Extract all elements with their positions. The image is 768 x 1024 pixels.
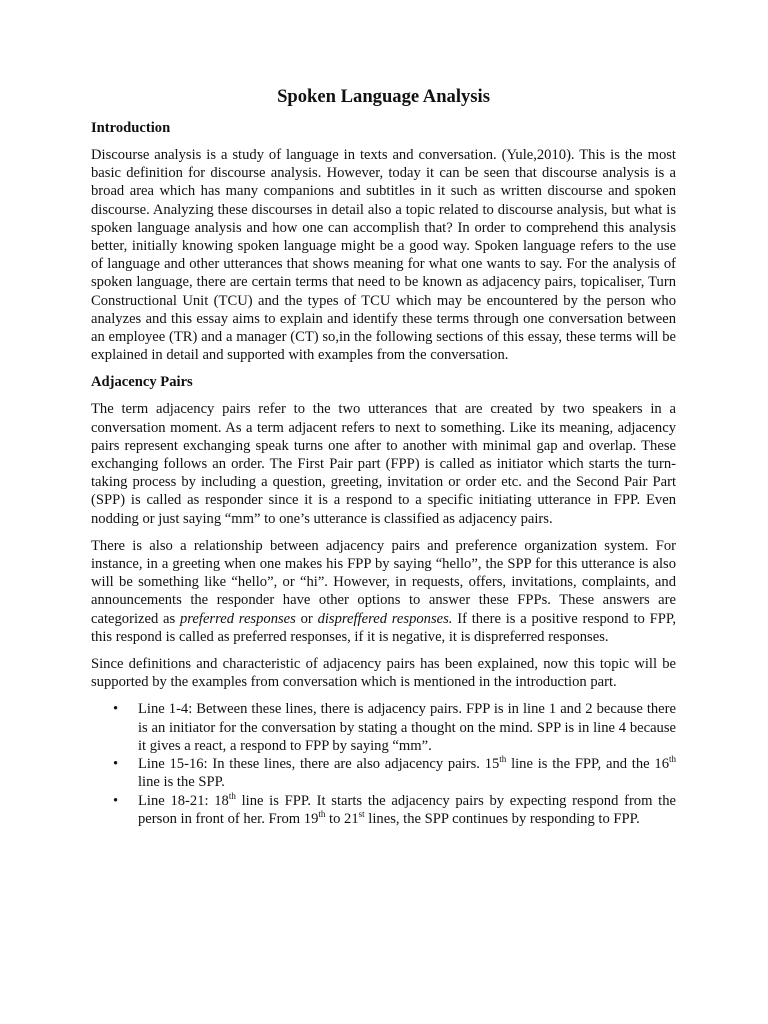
superscript: th <box>669 754 677 765</box>
introduction-paragraph: Discourse analysis is a study of language in texts and conversation. (Yule,2010). This is the most basic definition for discourse analysis. However, today it can be seen that discourse analysis is a broad area which has many companions and subtitles in it such as written discourse and spoken discourse. Analyzing these discourses in detail also a topic related to discourse analysis, but what is spoken language analysis and how one can accomplish that? In order to comprehend this analysis better, initially knowing spoken language might be a good way. Spoken language refers to the use of language and other utterances that shows meaning for what one wants to say. For the analysis of spoken language, there are certain terms that need to be known as adjacency pairs, topicaliser, Turn Constructional Unit (TCU) and the types of TCU which may be encountered by the person who analyzes and this essay aims to explain and identify these terms through one conversation between an employee (TR) and a manager (CT) so,in the following sections of this essay, these terms will be explained in detail and supported with examples from the conversation. <box>91 147 676 364</box>
section-heading-introduction: Introduction <box>91 120 171 136</box>
bullet-icon: • <box>113 756 119 773</box>
superscript: th <box>318 808 326 819</box>
list-item-text: Line 15-16: In these lines, there are also adjacency pairs. 15 <box>138 756 500 773</box>
dispreferred-responses-term: dispreffered responses. <box>317 610 453 627</box>
list-item-text: Line 18-21: 18 <box>138 792 229 809</box>
section-heading-adjacency-pairs: Adjacency Pairs <box>91 374 193 391</box>
list-item-text: lines, the SPP continues by responding to FPP. <box>364 810 640 827</box>
paragraph-text: If there is a positive respond to FPP, this respond is called as preferred responses, if it is negative, it is dispreferred responses. <box>91 610 676 645</box>
list-item-text: line is FPP. It starts the adjacency pairs by expecting respond from the person in front of her. From 19 <box>138 792 676 827</box>
list-item <box>91 755 676 791</box>
document-page <box>91 86 676 828</box>
example-list <box>91 700 676 827</box>
superscript: th <box>499 754 507 765</box>
list-item-text: line is the SPP. <box>138 774 225 791</box>
paragraph-text: There is also a relationship between adjacency pairs and preference organization system. For instance, in a greeting when one makes his FPP by saying “hello”, the SPP for this utterance is also will be something like “hello”, or “hi”. However, in requests, offers, invitations, complaints, and announcements the responder have other options to answer these FPPs. These answers are categorized as <box>91 537 676 627</box>
list-item-text: to 21 <box>325 810 359 827</box>
superscript: st <box>358 808 365 819</box>
bullet-icon: • <box>113 701 119 718</box>
list-item <box>91 792 676 828</box>
list-item <box>91 700 676 755</box>
superscript: th <box>228 790 236 801</box>
adjacency-paragraph-1: The term adjacency pairs refer to the two utterances that are created by two speakers in a conversation moment. As a term adjacent refers to next to something. Like its meaning, adjacency pairs represent exchanging speak turns one after to another with minimal gap and overlap. These exchanging follows an order. The First Pair part (FPP) is called as initiator which starts the turn-taking process by including a question, greeting, invitation or order etc. and the Second Pair Part (SPP) is called as responder since it is a respond to a specific initiating utterance in FPP. Even nodding or just saying “mm” to one’s utterance is classified as adjacency pairs. <box>91 401 676 527</box>
list-item-text: line is the FPP, and the 16 <box>506 756 669 773</box>
preferred-responses-term: preferred responses <box>179 610 296 627</box>
list-item-text: Line 1-4: Between these lines, there is adjacency pairs. FPP is in line 1 and 2 because there is an initiator for the conversation by stating a thought on the mind. SPP is in line 4 because it gives a react, a respond to FPP by saying “mm”. <box>138 701 676 754</box>
page-title: Spoken Language Analysis <box>277 86 490 107</box>
paragraph-text: or <box>295 610 318 627</box>
adjacency-paragraph-3: Since definitions and characteristic of adjacency pairs has been explained, now this topic will be supported by the examples from conversation which is mentioned in the introduction part. <box>91 656 676 691</box>
bullet-icon: • <box>113 792 119 809</box>
adjacency-paragraph-2 <box>91 537 676 646</box>
